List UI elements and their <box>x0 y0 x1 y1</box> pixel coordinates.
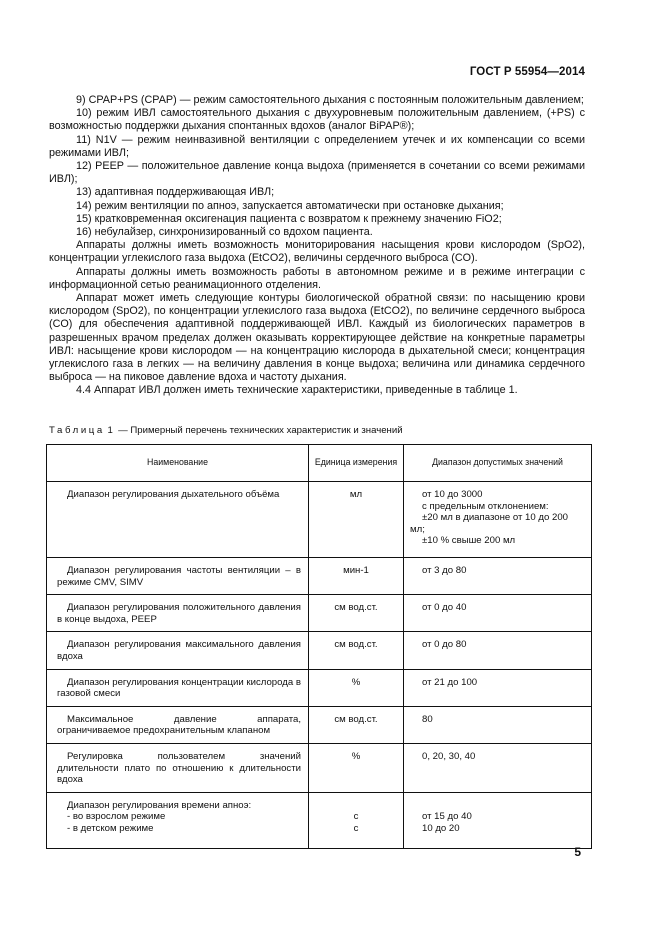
paragraph: 13) адаптивная поддерживающая ИВЛ; <box>76 186 275 199</box>
cell-unit: см вод.ст. <box>309 632 404 669</box>
table-header-row <box>47 445 592 482</box>
paragraph: Аппараты должны иметь возможность работы в автономном режиме и в режиме интеграции с информационной сетью реанимационного отделения. <box>49 265 585 291</box>
cell-unit: % <box>309 743 404 792</box>
table-row <box>47 743 592 792</box>
table-caption-text: — Примерный перечень технических характеристик и значений <box>118 425 403 436</box>
paragraph: 14) режим вентиляции по апноэ, запускается автоматически при остановке дыхания; <box>76 199 504 212</box>
cell-unit: см вод.ст. <box>309 706 404 743</box>
paragraph: 9) CPAP+PS (CPAP) — режим самостоятельного дыхания с постоянным положительным давлением; <box>76 94 584 106</box>
cell-name: Диапазон регулирования дыхательного объёма <box>47 482 309 558</box>
body-text <box>49 94 585 398</box>
table-row <box>47 482 592 558</box>
cell-range: от 3 до 80 <box>404 558 592 595</box>
paragraph: Аппараты должны иметь возможность мониторирования насыщения крови кислородом (SpO2), концентрации углекислого газа выдоха (EtCO2), величины сердечного выброса (CO). <box>49 239 585 265</box>
cell-unit: см вод.ст. <box>309 595 404 632</box>
page-number: 5 <box>574 845 581 859</box>
table-row <box>47 632 592 669</box>
cell-unit: с с <box>309 792 404 848</box>
table-caption <box>49 425 589 437</box>
table-caption-number: 1 <box>107 425 116 436</box>
column-header-name: Наименование <box>47 445 309 482</box>
paragraph: Аппарат может иметь следующие контуры биологической обратной связи: по насыщению крови кислородом (SpO2), по концентрации углекислого газа выдоха (EtCO2), по величине сердечного выброса (CO) для обеспечения адаптивной поддерживающей ИВЛ. Каждый из биологических параметров в разрешенных врачом пределах должен оказывать корректирующее действие на конкретные параметры ИВЛ: насыщение крови кислородом — на концентрацию кислорода в дыхательной смеси; концентрация углекислого газа в легких — на величину давления в конце выдоха; величина или динамика сердечного выброса — на пиковое давление вдоха и частоту дыхания. <box>49 292 585 384</box>
cell-range: 0, 20, 30, 40 <box>404 743 592 792</box>
table-caption-label: Таблица <box>49 425 105 436</box>
cell-name: Максимальное давление аппарата, ограничиваемое предохранительным клапаном <box>47 706 309 743</box>
table-row <box>47 595 592 632</box>
paragraph: 12) PEEP — положительное давление конца выдоха (применяется в сочетании со всеми режимами ИВЛ); <box>49 160 585 186</box>
paragraph: 16) небулайзер, синхронизированный со вдохом пациента. <box>76 226 373 239</box>
paragraph: 11) N1V — режим неинвазивной вентиляции с определением утечек и их компенсации со всеми режимами ИВЛ; <box>49 133 585 159</box>
cell-name: Регулировка пользователем значений длительности плато по отношению к длительности вдоха <box>47 743 309 792</box>
cell-range: от 0 до 40 <box>404 595 592 632</box>
table-row <box>47 669 592 706</box>
table-row <box>47 558 592 595</box>
paragraph: 4.4 Аппарат ИВЛ должен иметь технические характеристики, приведенные в таблице 1. <box>76 384 518 397</box>
cell-name: Диапазон регулирования концентрации кислорода в газовой смеси <box>47 669 309 706</box>
cell-name: Диапазон регулирования положительного давления в конце выдоха, PEEP <box>47 595 309 632</box>
cell-range: 80 <box>404 706 592 743</box>
cell-unit: % <box>309 669 404 706</box>
cell-range: от 10 до 3000 с предельным отклонением: ±20 мл в диапазоне от 10 до 200 мл; ±10 % свыше 200 мл <box>404 482 592 558</box>
paragraph: 10) режим ИВЛ самостоятельного дыхания с двухуровневым положительным давлением, (+PS) с возможностью поддержки дыхания спонтанных вдохов (аналог BiPAP®); <box>49 107 585 133</box>
cell-name: Диапазон регулирования частоты вентиляции – в режиме CMV, SIMV <box>47 558 309 595</box>
cell-range: от 21 до 100 <box>404 669 592 706</box>
specifications-table <box>46 444 592 849</box>
column-header-unit: Единица измерения <box>309 445 404 482</box>
cell-unit: мин-1 <box>309 558 404 595</box>
cell-name: Диапазон регулирования максимального давления вдоха <box>47 632 309 669</box>
document-code: ГОСТ Р 55954—2014 <box>469 66 585 78</box>
cell-name: Диапазон регулирования времени апноэ: - во взрослом режиме - в детском режиме <box>47 792 309 848</box>
cell-range: от 0 до 80 <box>404 632 592 669</box>
table-row <box>47 792 592 848</box>
cell-range: от 15 до 40 10 до 20 <box>404 792 592 848</box>
column-header-range: Диапазон допустимых значений <box>404 445 592 482</box>
cell-unit: мл <box>309 482 404 558</box>
table-row <box>47 706 592 743</box>
paragraph: 15) кратковременная оксигенация пациента с возвратом к прежнему значению FiO2; <box>76 212 502 225</box>
